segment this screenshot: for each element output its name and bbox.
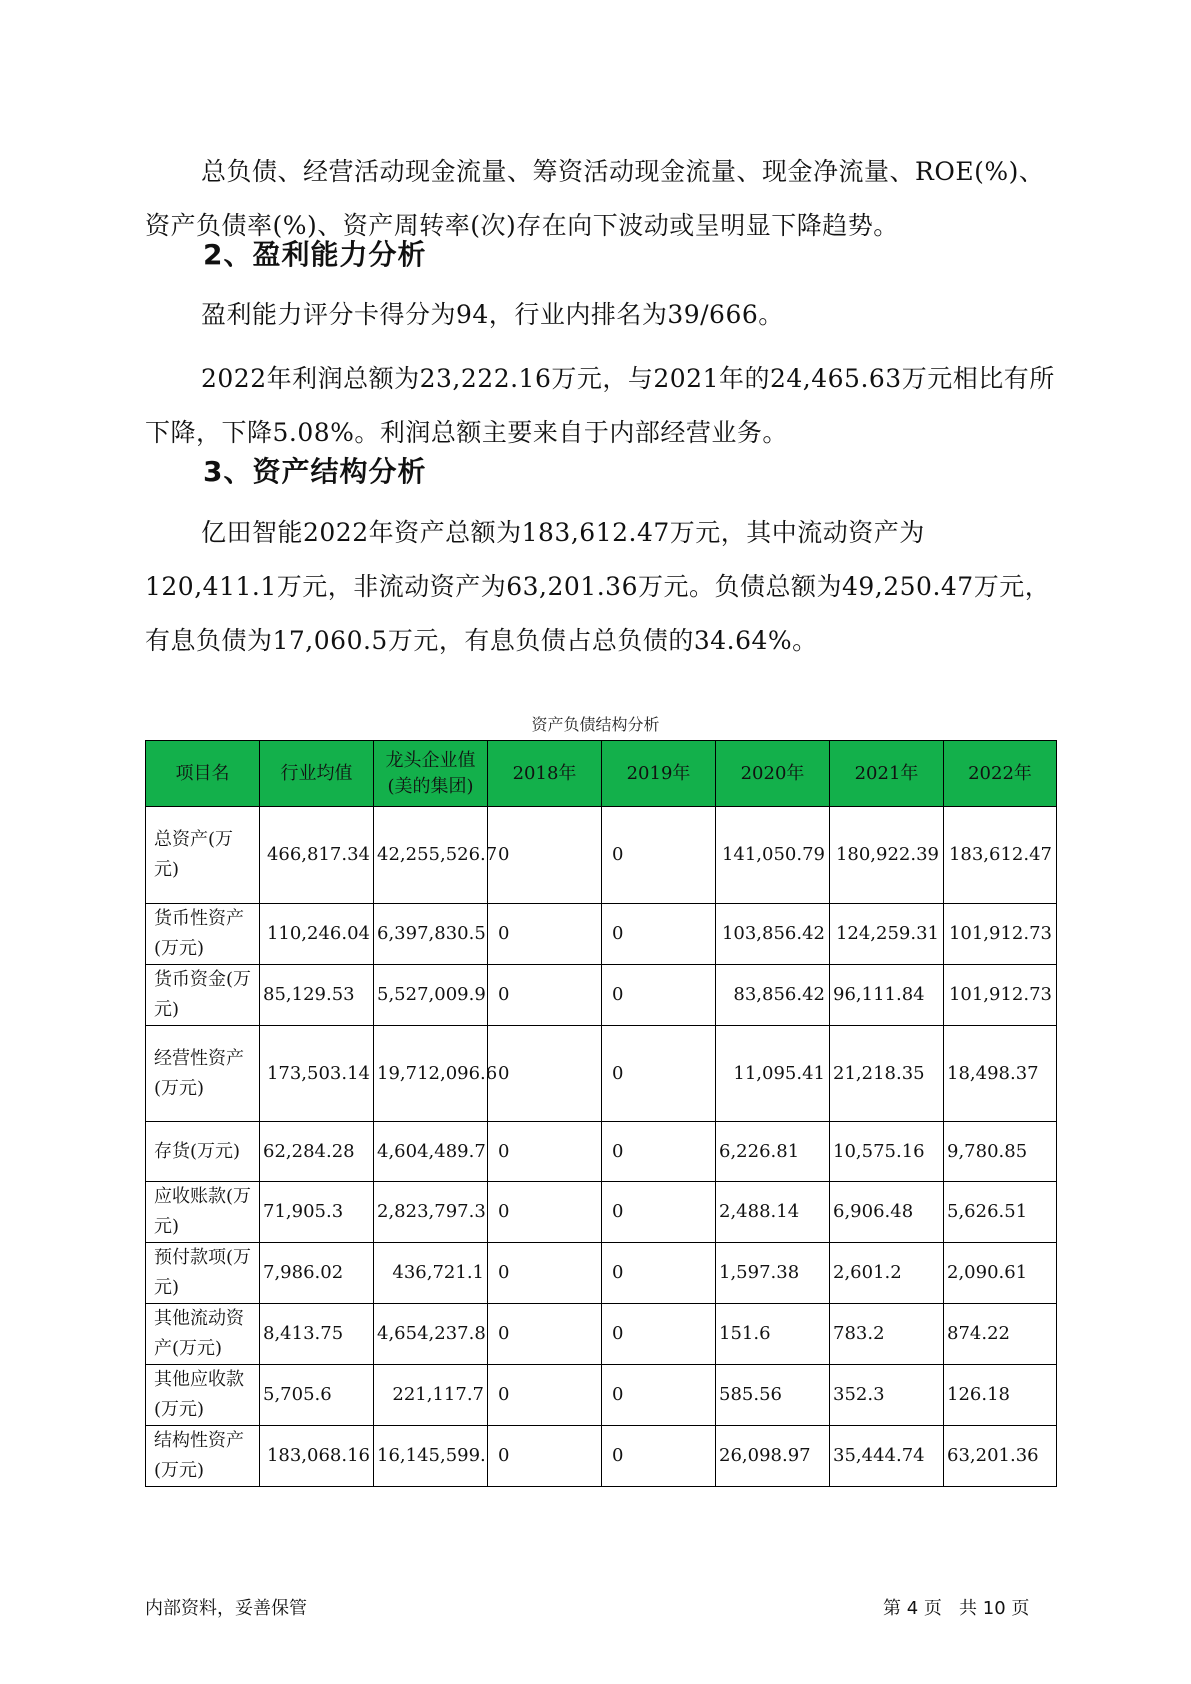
paragraph-scorecard [145,288,1055,342]
cell-industry-avg: 183,068.16 [260,1426,374,1487]
balance-structure-table [145,740,1057,1487]
cell-2022: 2,090.61 [944,1243,1057,1304]
table-row [146,1365,1057,1426]
paragraph-assets [145,506,1055,668]
cell-2022: 874.22 [944,1304,1057,1365]
cell-2020: 1,597.38 [716,1243,830,1304]
cell-2021: 10,575.16 [830,1122,944,1182]
cell-2019: 0 [602,1182,716,1243]
cell-industry-avg: 110,246.04 [260,904,374,965]
cell-industry-avg: 62,284.28 [260,1122,374,1182]
header-leader-value: 龙头企业值(美的集团) [374,741,488,807]
cell-item: 经营性资产(万元) [146,1026,260,1122]
header-2022: 2022年 [944,741,1057,807]
section-heading-profitability: 2、盈利能力分析 [203,238,427,271]
cell-2019: 0 [602,1026,716,1122]
cell-2020: 2,488.14 [716,1182,830,1243]
cell-2021: 6,906.48 [830,1182,944,1243]
cell-2019: 0 [602,1426,716,1487]
cell-leader: 19,712,096.6 [374,1026,488,1122]
cell-2021: 21,218.35 [830,1026,944,1122]
cell-leader: 221,117.7 [374,1365,488,1426]
cell-2018: 0 [488,1365,602,1426]
paragraph-profit [145,352,1055,460]
cell-industry-avg: 5,705.6 [260,1365,374,1426]
cell-leader: 42,255,526.7 [374,807,488,904]
paragraph-text: 总负债、经营活动现金流量、筹资活动现金流量、现金净流量、ROE(%)、资产负债率(%)、资产周转率(次)存在向下波动或呈明显下降趋势。 [145,157,1045,240]
cell-item: 货币资金(万元) [146,965,260,1026]
cell-2020: 26,098.97 [716,1426,830,1487]
cell-2021: 352.3 [830,1365,944,1426]
cell-item: 其他流动资产(万元) [146,1304,260,1365]
cell-2018: 0 [488,1304,602,1365]
table-row [146,1243,1057,1304]
table-row [146,1026,1057,1122]
cell-2020: 151.6 [716,1304,830,1365]
cell-2021: 96,111.84 [830,965,944,1026]
cell-industry-avg: 7,986.02 [260,1243,374,1304]
cell-2022: 126.18 [944,1365,1057,1426]
cell-2019: 0 [602,1304,716,1365]
table-caption: 资产负债结构分析 [531,715,660,734]
cell-2019: 0 [602,1122,716,1182]
cell-2021: 124,259.31 [830,904,944,965]
cell-item: 结构性资产(万元) [146,1426,260,1487]
cell-2019: 0 [602,1243,716,1304]
cell-2022: 9,780.85 [944,1122,1057,1182]
cell-2018: 0 [488,965,602,1026]
cell-industry-avg: 8,413.75 [260,1304,374,1365]
table-row [146,1182,1057,1243]
cell-leader: 16,145,599. [374,1426,488,1487]
cell-2022: 101,912.73 [944,904,1057,965]
table-row [146,1122,1057,1182]
paragraph-text: 亿田智能2022年资产总额为183,612.47万元，其中流动资产为120,411.1万元，非流动资产为63,201.36万元。负债总额为49,250.47万元，有息负债为17,060.5万元，有息负债占总负债的34.64%。 [145,518,1051,655]
cell-2020: 83,856.42 [716,965,830,1026]
cell-leader: 4,654,237.8 [374,1304,488,1365]
cell-2020: 585.56 [716,1365,830,1426]
paragraph-text: 盈利能力评分卡得分为94，行业内排名为39/666。 [201,300,784,329]
footer-page-number: 第 4 页 共 10 页 [883,1598,1030,1619]
cell-2022: 5,626.51 [944,1182,1057,1243]
paragraph-text: 2022年利润总额为23,222.16万元，与2021年的24,465.63万元相比有所下降，下降5.08%。利润总额主要来自于内部经营业务。 [145,364,1055,447]
cell-item: 总资产(万元) [146,807,260,904]
cell-leader: 6,397,830.5 [374,904,488,965]
header-industry-avg: 行业均值 [260,741,374,807]
header-2020: 2020年 [716,741,830,807]
cell-2022: 63,201.36 [944,1426,1057,1487]
cell-2018: 0 [488,1182,602,1243]
cell-leader: 4,604,489.7 [374,1122,488,1182]
cell-2018: 0 [488,807,602,904]
cell-2021: 783.2 [830,1304,944,1365]
cell-item: 应收账款(万元) [146,1182,260,1243]
cell-leader: 2,823,797.3 [374,1182,488,1243]
table-row [146,807,1057,904]
header-item-name: 项目名 [146,741,260,807]
table-row [146,965,1057,1026]
cell-2018: 0 [488,1122,602,1182]
cell-industry-avg: 85,129.53 [260,965,374,1026]
cell-2019: 0 [602,965,716,1026]
cell-2019: 0 [602,807,716,904]
cell-industry-avg: 173,503.14 [260,1026,374,1122]
cell-2021: 35,444.74 [830,1426,944,1487]
footer-confidential: 内部资料，妥善保管 [145,1598,307,1619]
cell-2021: 2,601.2 [830,1243,944,1304]
cell-2022: 101,912.73 [944,965,1057,1026]
cell-2020: 6,226.81 [716,1122,830,1182]
cell-item: 货币性资产(万元) [146,904,260,965]
table-header-row [146,741,1057,807]
header-2018: 2018年 [488,741,602,807]
cell-2019: 0 [602,904,716,965]
cell-2018: 0 [488,1426,602,1487]
section-heading-asset-structure: 3、资产结构分析 [203,455,427,488]
cell-2018: 0 [488,904,602,965]
cell-leader: 5,527,009.9 [374,965,488,1026]
cell-industry-avg: 466,817.34 [260,807,374,904]
cell-item: 存货(万元) [146,1122,260,1182]
table-row [146,1426,1057,1487]
header-2019: 2019年 [602,741,716,807]
table-row [146,904,1057,965]
cell-2020: 11,095.41 [716,1026,830,1122]
cell-leader: 436,721.1 [374,1243,488,1304]
cell-2022: 18,498.37 [944,1026,1057,1122]
cell-2018: 0 [488,1243,602,1304]
cell-2022: 183,612.47 [944,807,1057,904]
header-2021: 2021年 [830,741,944,807]
cell-2018: 0 [488,1026,602,1122]
cell-item: 预付款项(万元) [146,1243,260,1304]
cell-2021: 180,922.39 [830,807,944,904]
cell-industry-avg: 71,905.3 [260,1182,374,1243]
cell-2019: 0 [602,1365,716,1426]
cell-2020: 141,050.79 [716,807,830,904]
table-row [146,1304,1057,1365]
cell-item: 其他应收款(万元) [146,1365,260,1426]
cell-2020: 103,856.42 [716,904,830,965]
